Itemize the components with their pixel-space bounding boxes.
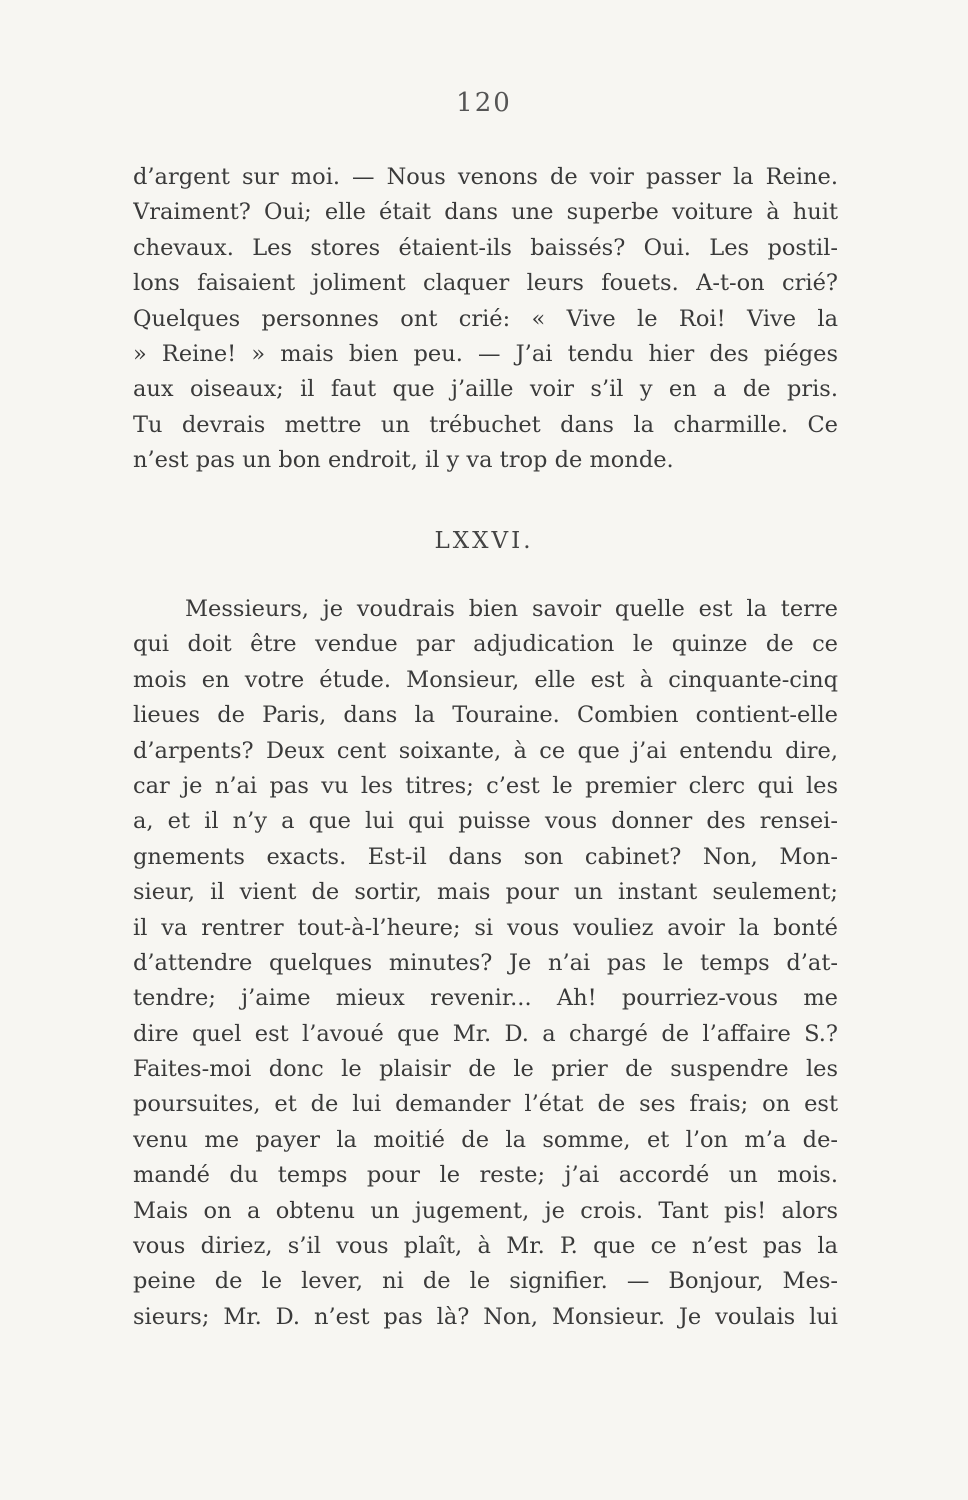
text-line: dire quel est l’avoué que Mr. D. a chargé de l’affaire S.?	[133, 1020, 838, 1047]
text-line: poursuites, et de lui demander l’état de ses frais; on est	[133, 1091, 838, 1118]
section-heading: LXXVI.	[434, 528, 534, 554]
text-line: » Reine! » mais bien peu. — J’ai tendu hier des piéges	[133, 340, 838, 367]
text-line: d’arpents? Deux cent soixante, à ce que j’ai entendu dire,	[133, 737, 838, 764]
text-line: n’est pas un bon endroit, il y va trop de monde.	[133, 447, 674, 474]
text-line: qui doit être vendue par adjudication le quinze de ce	[133, 631, 838, 658]
text-line: d’argent sur moi. — Nous venons de voir passer la Reine.	[133, 164, 838, 190]
text-line: gnements exacts. Est-il dans son cabinet? Non, Mon-	[133, 843, 838, 870]
text-line: Tu devrais mettre un trébuchet dans la charmille. Ce	[133, 411, 838, 438]
text-line: chevaux. Les stores étaient-ils baissés? Oui. Les postil-	[133, 234, 838, 261]
text-line: Messieurs, je voudrais bien savoir quelle est la terre	[185, 596, 838, 622]
text-line: vous diriez, s’il vous plaît, à Mr. P. que ce n’est pas la	[133, 1233, 838, 1260]
text-line: a, et il n’y a que lui qui puisse vous donner des rensei-	[133, 808, 838, 835]
text-line: d’attendre quelques minutes? Je n’ai pas le temps d’at-	[133, 949, 838, 976]
text-line: car je n’ai pas vu les titres; c’est le premier clerc qui les	[133, 772, 838, 799]
text-line: lieues de Paris, dans la Touraine. Combien contient-elle	[133, 702, 838, 729]
text-line: Quelques personnes ont crié: « Vive le Roi! Vive la	[133, 305, 838, 332]
text-line: Vraiment? Oui; elle était dans une superbe voiture à huit	[133, 199, 838, 226]
text-line: sieurs; Mr. D. n’est pas là? Non, Monsieur. Je voulais lui	[133, 1303, 838, 1330]
top-paragraph	[133, 160, 838, 479]
text-line: Mais on a obtenu un jugement, je crois. Tant pis! alors	[133, 1197, 838, 1224]
bottom-paragraph	[133, 592, 838, 1335]
text-line: mandé du temps pour le reste; j’ai accordé un mois.	[133, 1162, 838, 1189]
text-line: sieur, il vient de sortir, mais pour un instant seulement;	[133, 879, 838, 906]
page-number: 120	[456, 88, 512, 118]
text-line: lons faisaient joliment claquer leurs fouets. A-t-on crié?	[133, 270, 838, 297]
text-line: Faites-moi donc le plaisir de le prier de suspendre les	[133, 1056, 838, 1083]
text-line: mois en votre étude. Monsieur, elle est à cinquante-cinq	[133, 666, 838, 693]
text-line: peine de le lever, ni de le signifier. — Bonjour, Mes-	[133, 1268, 838, 1295]
text-line: tendre; j’aime mieux revenir... Ah! pourriez-vous me	[133, 985, 838, 1012]
text-line: venu me payer la moitié de la somme, et l’on m’a de-	[133, 1126, 838, 1153]
text-line: il va rentrer tout-à-l’heure; si vous vouliez avoir la bonté	[133, 914, 838, 941]
text-line: aux oiseaux; il faut que j’aille voir s’il y en a de pris.	[133, 376, 838, 403]
